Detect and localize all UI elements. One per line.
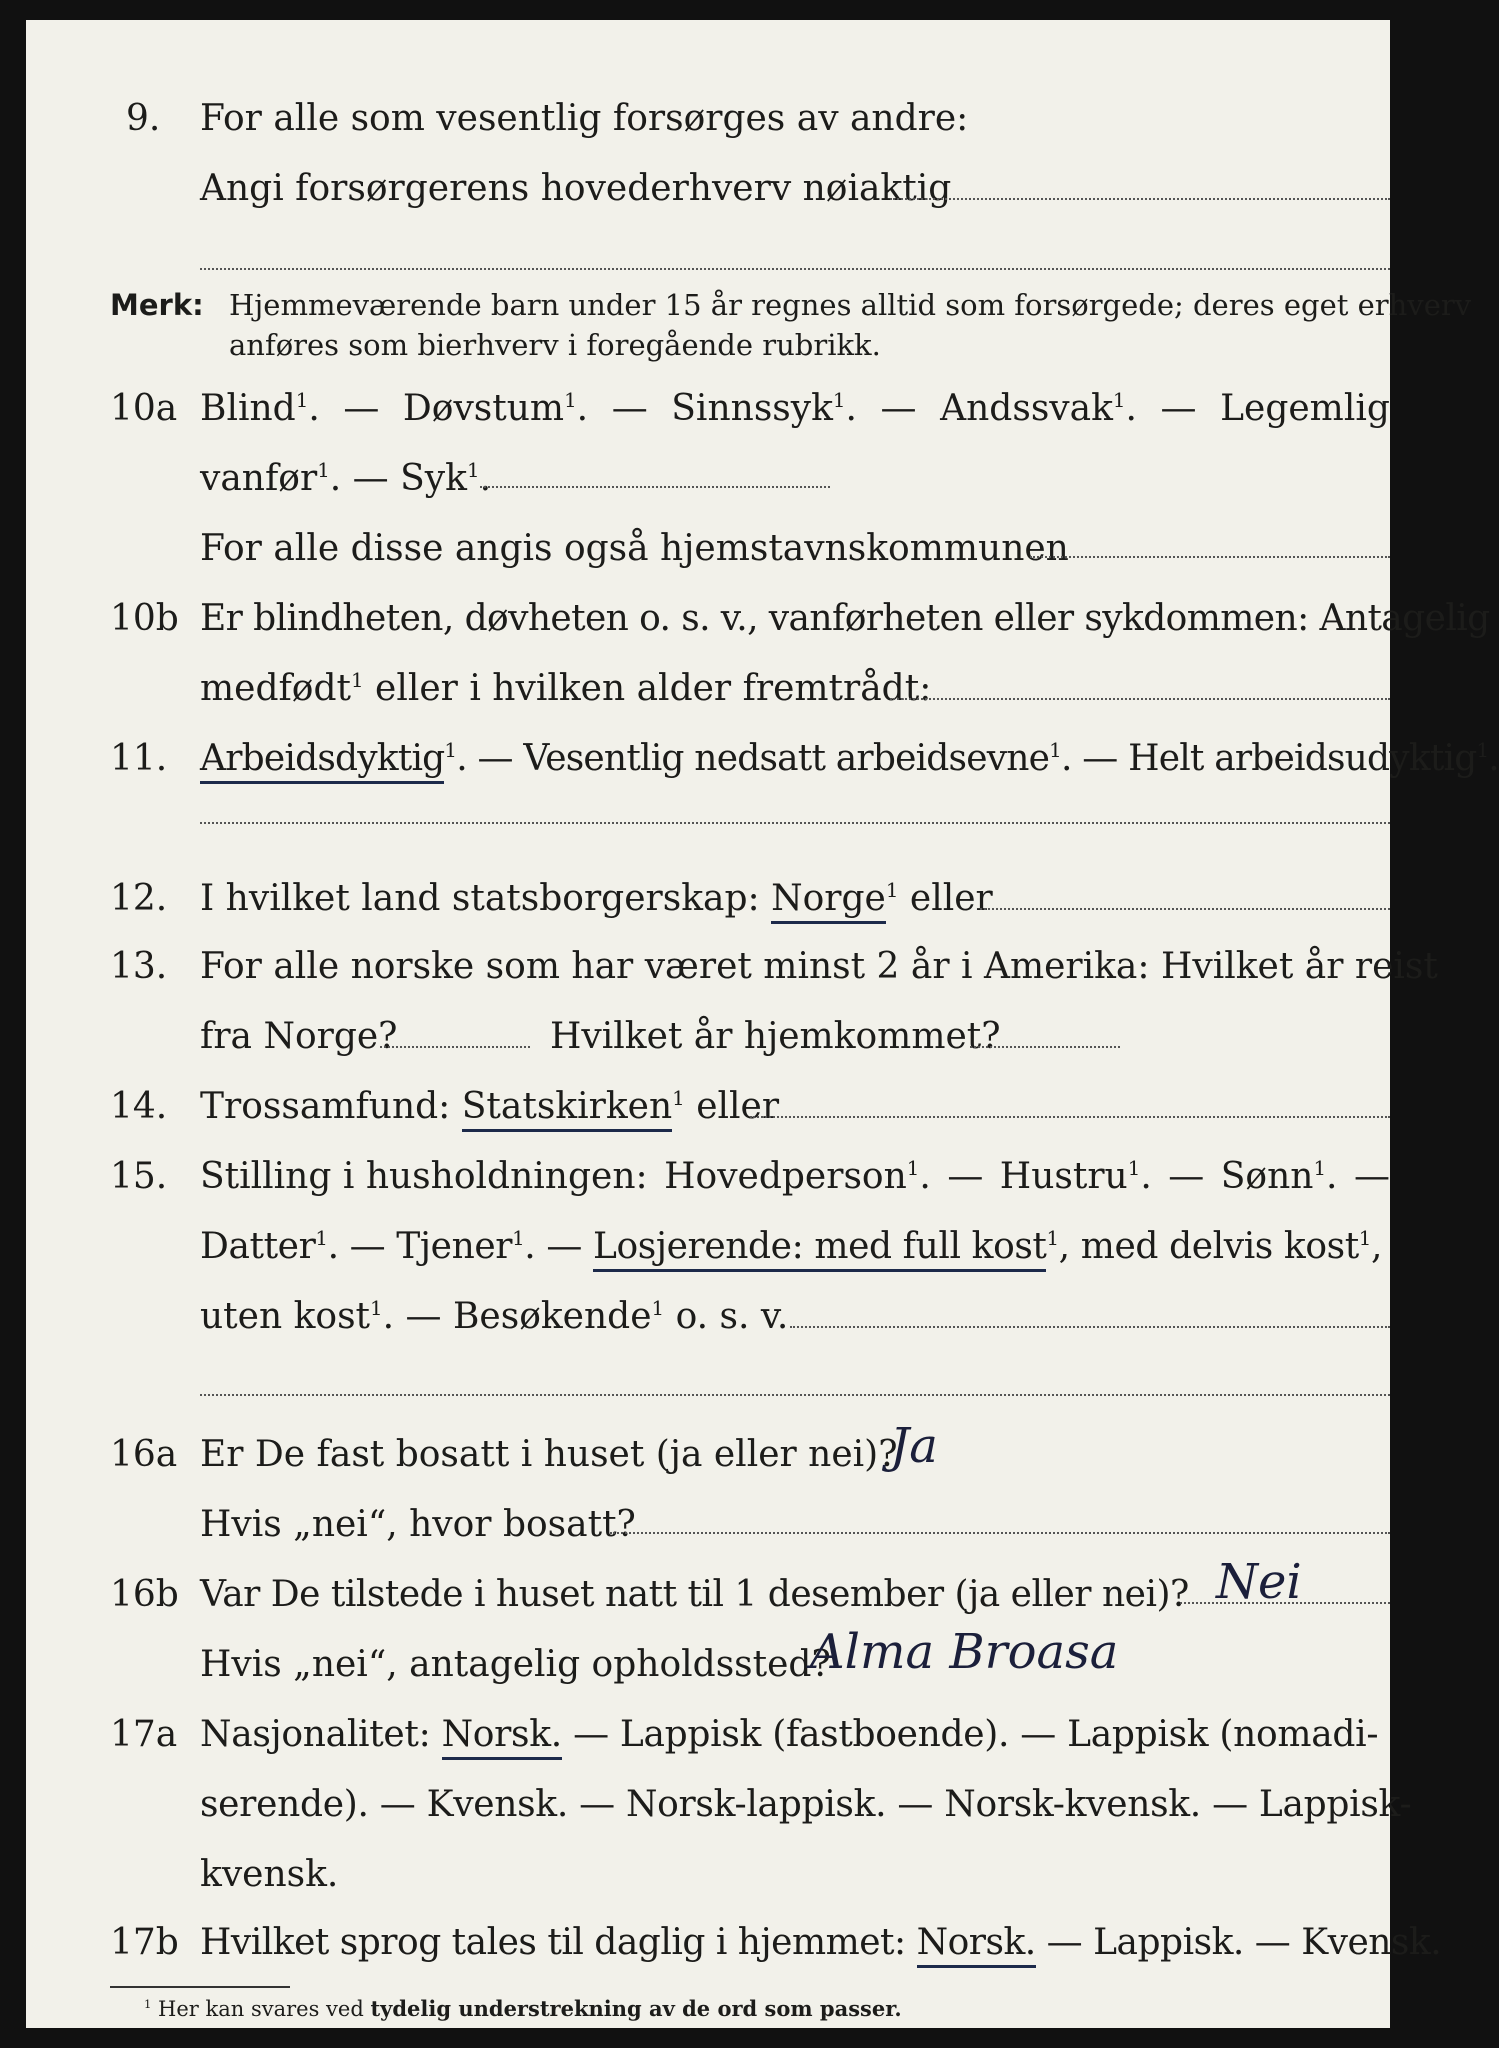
q14-text: Trossamfund: Statskirken$^1$ eller bbox=[200, 1086, 779, 1127]
q13-text: For alle norske som har været minst 2 år i Amerika: Hvilket år reist bbox=[200, 946, 1438, 987]
answer-line bbox=[890, 198, 1390, 200]
underlined-answer: Losjerende: med full kost bbox=[593, 1226, 1046, 1272]
q15-line-2: Datter$^1$. — Tjener$^1$. — Losjerende: med full kost$^1$, med delvis kost$^1$, bbox=[200, 1226, 1382, 1267]
underlined-answer: Arbeidsdyktig bbox=[200, 738, 444, 784]
q10a-line-3: For alle disse angis også hjemstavnskommunen bbox=[200, 528, 1069, 569]
answer-line bbox=[1180, 1602, 1390, 1604]
merk-text: Hjemmeværende barn under 15 år regnes alltid som forsørgede; deres eget erhverv bbox=[229, 288, 1472, 322]
handwritten-answer: Ja bbox=[890, 1418, 938, 1474]
q9-text: For alle som vesentlig forsørges av andre: bbox=[200, 98, 969, 139]
answer-line bbox=[790, 1326, 1390, 1328]
q16a-text: Er De fast bosatt i huset (ja eller nei)? bbox=[200, 1434, 898, 1475]
q17a-line-2: serende). — Kvensk. — Norsk-lappisk. — Norsk-kvensk. — Lappisk- bbox=[200, 1784, 1412, 1825]
answer-line bbox=[970, 1046, 1120, 1048]
item-number: 9. bbox=[126, 98, 161, 139]
answer-line bbox=[750, 1116, 1390, 1118]
footnote: $^1$ Her kan svares ved tydelig understrekning av de ord som passer. bbox=[144, 1996, 902, 2021]
q17a-line-1: Nasjonalitet: Norsk. — Lappisk (fastboende). — Lappisk (nomadi- bbox=[200, 1714, 1378, 1755]
item-number: 16a bbox=[110, 1434, 178, 1475]
answer-line bbox=[890, 698, 1390, 700]
underlined-answer: Statskirken bbox=[462, 1086, 672, 1132]
footnote-rule bbox=[110, 1986, 290, 1988]
q10b-text: Er blindheten, døvheten o. s. v., vanførheten eller sykdommen: Antagelig bbox=[200, 598, 1490, 639]
merk-text-2: anføres som bierhverv i foregående rubrikk. bbox=[229, 328, 881, 362]
answer-line bbox=[200, 1394, 1390, 1396]
underlined-answer: Norsk. bbox=[917, 1922, 1036, 1968]
answer-line bbox=[380, 1046, 530, 1048]
answer-line bbox=[200, 822, 1390, 824]
q15-line-3: uten kost$^1$. — Besøkende$^1$ o. s. v. bbox=[200, 1296, 789, 1337]
item-number: 14. bbox=[110, 1086, 168, 1127]
item-number: 16b bbox=[110, 1574, 179, 1615]
item-number: 12. bbox=[110, 878, 168, 919]
item-number: 15. bbox=[110, 1156, 168, 1197]
item-number: 11. bbox=[110, 738, 168, 779]
item-number: 13. bbox=[110, 946, 168, 987]
q10a-line-2: vanfør$^1$. — Syk$^1$. bbox=[200, 458, 492, 499]
q12-text: I hvilket land statsborgerskap: Norge$^1$ eller bbox=[200, 878, 993, 919]
q11-options: Arbeidsdyktig$^1$. — Vesentlig nedsatt arbeidsevne$^1$. — Helt arbeidsudyktig$^1$. bbox=[200, 738, 1499, 779]
q16b-text-2: Hvis „nei“, antagelig opholdssted? bbox=[200, 1644, 831, 1685]
handwritten-answer: Nei bbox=[1216, 1554, 1302, 1610]
item-number: 10a bbox=[110, 388, 178, 429]
answer-line bbox=[610, 1532, 1390, 1534]
q17a-line-3: kvensk. bbox=[200, 1854, 339, 1895]
handwritten-answer: Alma Broasa bbox=[810, 1624, 1119, 1680]
q16b-text: Var De tilstede i huset natt til 1 desember (ja eller nei)? bbox=[200, 1574, 1189, 1615]
item-number: 17b bbox=[110, 1922, 179, 1963]
q13-text-2: fra Norge? bbox=[200, 1016, 398, 1057]
answer-line bbox=[980, 908, 1390, 910]
answer-line bbox=[200, 268, 1390, 270]
underlined-answer: Norge bbox=[771, 878, 886, 924]
q13-text-3: Hvilket år hjemkommet? bbox=[550, 1016, 1001, 1057]
q16a-text-2: Hvis „nei“, hvor bosatt? bbox=[200, 1504, 636, 1545]
q10a-options: Blind$^1$. — Døvstum$^1$. — Sinnssyk$^1$. — Andssvak$^1$. — Legemlig bbox=[200, 388, 1390, 429]
answer-line bbox=[480, 486, 830, 488]
item-number: 10b bbox=[110, 598, 179, 639]
item-number: 17a bbox=[110, 1714, 178, 1755]
q17b-text: Hvilket sprog tales til daglig i hjemmet: Norsk. — Lappisk. — Kvensk. bbox=[200, 1922, 1441, 1963]
q9-text-2: Angi forsørgerens hovederhverv nøiaktig bbox=[200, 168, 952, 209]
census-form-page bbox=[26, 20, 1499, 2028]
merk-label: Merk: bbox=[110, 288, 204, 322]
q10b-text-2: medfødt$^1$ eller i hvilken alder fremtrådt: bbox=[200, 668, 932, 709]
q15-line-1: Stilling i husholdningen: Hovedperson$^1$. — Hustru$^1$. — Sønn$^1$. — bbox=[200, 1156, 1390, 1197]
answer-line bbox=[1030, 556, 1390, 558]
underlined-answer: Norsk. bbox=[442, 1714, 562, 1760]
